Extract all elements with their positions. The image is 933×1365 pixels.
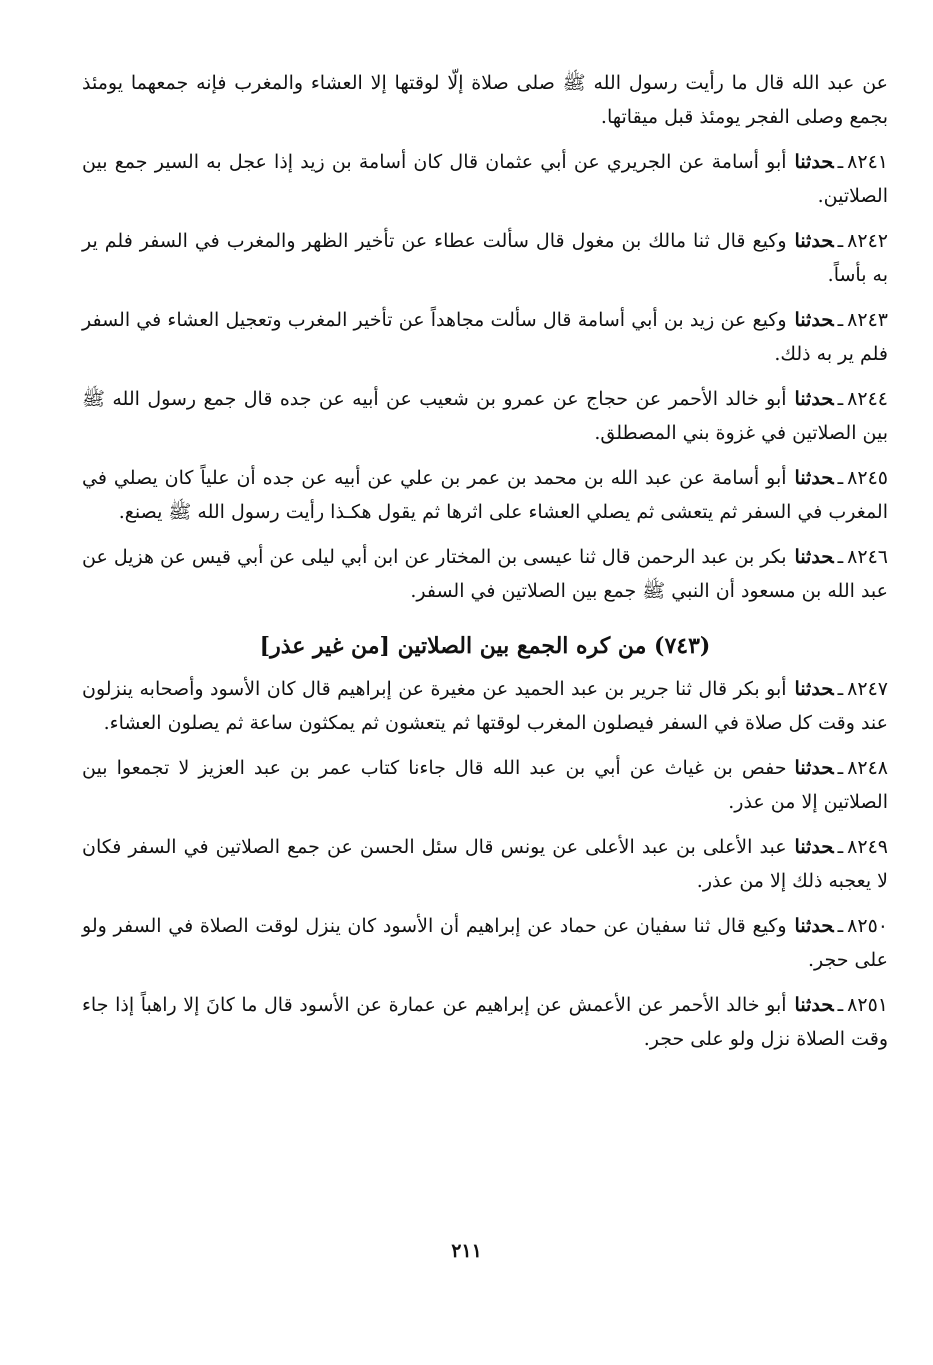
hadith-text: عبد الأعلى بن عبد الأعلى عن يونس قال سئل الحسن عن جمع الصلاتين في السفر فكان لا يعجبه ذلك إلا من عذر.: [82, 836, 888, 892]
lead-word: حدثنا: [794, 757, 834, 779]
hadith-entry: ٨٢٥٠ـحدثناوكيع قال ثنا سفيان عن حماد عن إبراهيم أن الأسود كان ينزل لوقت الصلاة في السفر ولو على حجر.: [82, 915, 888, 971]
hadith-number: ٨٢٤٩: [847, 836, 888, 858]
hadith-number: ٨٢٤٥: [847, 467, 888, 489]
hadith-entry: ٨٢٥١ـحدثناأبو خالد الأحمر عن الأعمش عن إبراهيم عن عمارة عن الأسود قال ما كانَ إلا راهباً إذا جاء وقت الصلاة نزل ولو على حجر.: [82, 994, 888, 1050]
lead-word: حدثنا: [794, 836, 834, 858]
hadith-entry: ٨٢٤٤ـحدثناأبو خالد الأحمر عن حجاج عن عمرو بن شعيب عن أبيه عن جده قال جمع رسول الله ﷺ بين الصلاتين في غزوة بني المصطلق.: [82, 388, 888, 444]
hadith-number: ٨٢٤٦: [847, 546, 888, 568]
hadith-text: وكيع قال ثنا مالك بن مغول قال سألت عطاء عن تأخير الظهر والمغرب في السفر فلم ير به بأساً.: [82, 230, 888, 286]
hadith-text: أبو أسامة عن الجريري عن أبي عثمان قال كان أسامة بن زيد إذا عجل به السير جمع بين الصلاتين.: [82, 151, 888, 207]
hadith-number: ٨٢٤٨: [847, 757, 889, 779]
hadith-text: بكر بن عبد الرحمن قال ثنا عيسى بن المختار عن ابن أبي ليلى عن أبي قيس عن هزيل عن عبد الله بن مسعود أن النبي ﷺ جمع بين الصلاتين في السفر.: [82, 546, 888, 602]
hadith-text: أبو خالد الأحمر عن الأعمش عن إبراهيم عن عمارة عن الأسود قال ما كانَ إلا راهباً إذا جاء وقت الصلاة نزل ولو على حجر.: [82, 994, 888, 1050]
hadith-text: أبو أسامة عن عبد الله بن محمد بن عمر بن علي عن أبيه عن جده أن علياً كان يصلي في المغرب في السفر ثم يتعشى ثم يصلي العشاء على اثرها ثم يقول هكـذا رأيت رسول الله ﷺ يصنع.: [82, 467, 888, 523]
hadith-number: ٨٢٥٠: [847, 915, 888, 937]
lead-word: حدثنا: [794, 230, 834, 252]
hadith-entry: ٨٢٤٥ـحدثناأبو أسامة عن عبد الله بن محمد بن عمر بن علي عن أبيه عن جده أن علياً كان يصلي في المغرب في السفر ثم يتعشى ثم يصلي العشاء على اثرها ثم يقول هكـذا رأيت رسول الله ﷺ يصنع.: [82, 467, 888, 523]
lead-word: حدثنا: [794, 678, 834, 700]
intro-paragraph: [82, 66, 888, 134]
lead-word: حدثنا: [794, 388, 834, 410]
hadith-number: ٨٢٤١: [847, 151, 888, 173]
intro-text: عن عبد الله قال ما رأيت رسول الله ﷺ صلى صلاة إلّا لوقتها إلا العشاء والمغرب فإنه جمعهما يومئذ بجمع وصلى الفجر يومئذ قبل ميقاتها.: [82, 72, 888, 128]
lead-word: حدثنا: [794, 309, 834, 331]
lead-word: حدثنا: [794, 994, 834, 1016]
page-number: ٢١١: [451, 1240, 482, 1262]
hadith-text: وكيع عن زيد بن أبي أسامة قال سألت مجاهداً عن تأخير المغرب وتعجيل العشاء في السفر فلم ير به ذلك.: [82, 309, 888, 365]
hadith-text: أبو بكر قال ثنا جرير بن عبد الحميد عن مغيرة عن إبراهيم قال كان الأسود وأصحابه ينزلون عند وقت كل صلاة في السفر فيصلون المغرب لوقتها ثم يتعشون ثم يمكثون ساعة ثم يصلون العشاء.: [82, 678, 888, 734]
lead-word: حدثنا: [794, 546, 834, 568]
hadith-number: ٨٢٤٣: [847, 309, 888, 331]
hadith-number: ٨٢٤٧: [847, 678, 888, 700]
lead-word: حدثنا: [794, 467, 834, 489]
hadith-entry: ٨٢٤١ـحدثناأبو أسامة عن الجريري عن أبي عثمان قال كان أسامة بن زيد إذا عجل به السير جمع بين الصلاتين.: [82, 151, 888, 207]
lead-word: حدثنا: [794, 151, 834, 173]
hadith-number: ٨٢٤٢: [847, 230, 888, 252]
hadith-entry: ٨٢٤٧ـحدثناأبو بكر قال ثنا جرير بن عبد الحميد عن مغيرة عن إبراهيم قال كان الأسود وأصحابه ينزلون عند وقت كل صلاة في السفر فيصلون المغرب لوقتها ثم يتعشون ثم يمكثون ساعة ثم يصلون العشاء.: [82, 678, 888, 734]
hadith-entry: ٨٢٤٢ـحدثناوكيع قال ثنا مالك بن مغول قال سألت عطاء عن تأخير الظهر والمغرب في السفر فلم ير به بأساً.: [82, 230, 888, 286]
hadith-text: أبو خالد الأحمر عن حجاج عن عمرو بن شعيب عن أبيه عن جده قال جمع رسول الله ﷺ بين الصلاتين في غزوة بني المصطلق.: [82, 388, 888, 444]
section-heading: (٧٤٣) من كره الجمع بين الصلاتين [من غير عذر]: [259, 633, 711, 659]
hadith-text: حفص بن غياث عن أبي بن عبد الله قال جاءنا كتاب عمر بن عبد العزيز لا تجمعوا بين الصلاتين إلا من عذر.: [82, 757, 888, 813]
hadith-entry: ٨٢٤٣ـحدثناوكيع عن زيد بن أبي أسامة قال سألت مجاهداً عن تأخير المغرب وتعجيل العشاء في السفر فلم ير به ذلك.: [82, 309, 888, 365]
hadith-number: ٨٢٥١: [847, 994, 888, 1016]
lead-word: حدثنا: [794, 915, 834, 937]
hadith-entry: ٨٢٤٨ـحدثناحفص بن غياث عن أبي بن عبد الله قال جاءنا كتاب عمر بن عبد العزيز لا تجمعوا بين الصلاتين إلا من عذر.: [82, 757, 889, 813]
hadith-text: وكيع قال ثنا سفيان عن حماد عن إبراهيم أن الأسود كان ينزل لوقت الصلاة في السفر ولو على حجر.: [82, 915, 888, 971]
page-body: [82, 66, 888, 1067]
hadith-entry: ٨٢٤٩ـحدثناعبد الأعلى بن عبد الأعلى عن يونس قال سئل الحسن عن جمع الصلاتين في السفر فكان لا يعجبه ذلك إلا من عذر.: [82, 836, 888, 892]
hadith-number: ٨٢٤٤: [847, 388, 888, 410]
hadith-entry: ٨٢٤٦ـحدثنابكر بن عبد الرحمن قال ثنا عيسى بن المختار عن ابن أبي ليلى عن أبي قيس عن هزيل عن عبد الله بن مسعود أن النبي ﷺ جمع بين الصلاتين في السفر.: [82, 546, 888, 602]
